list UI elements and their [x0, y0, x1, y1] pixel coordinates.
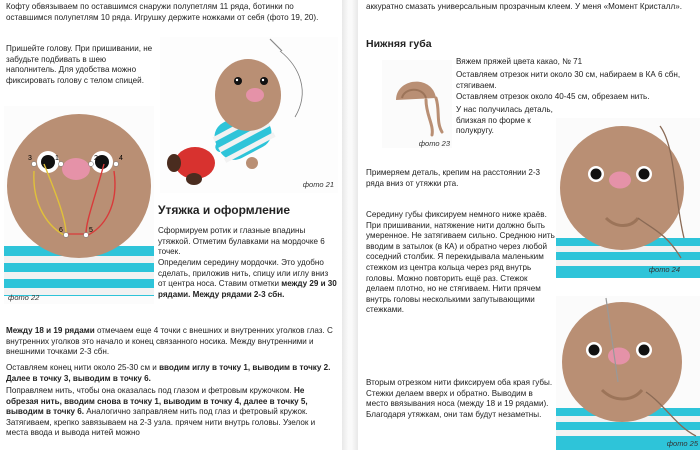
rows18-bold: Между 18 и 19 рядами: [6, 326, 95, 335]
rows18-text: отмечаем еще 4 точки с внешних и внутренних уголков глаз. С внутренних уголков это начало и конец связанного носика. Между внутренними и внешними точками 2-3 сбн.: [6, 326, 333, 357]
fix-text-c: Аналогично заправляем нить под глаз и фетровый кружок. Затягиваем, крепко завязываем на 2-3 узла. прячем нити внутрь головы. Узелок и места ввода и вывода нитей можно: [6, 407, 316, 438]
tighten-p2-bold: между 29 и 30 рядами. Между рядами 2-3 сбн.: [158, 279, 337, 299]
lip-p4: У нас получилась деталь, близкая по форме к полукругу.: [456, 105, 553, 136]
middle-paragraph: Середину губы фиксируем немного ниже краёв. При пришивании, натяжение нити должно быть умеренное. Не затягиваем сильно. Среднюю нить вводим в затылок (в КА) и обратно через любой соседний столбик. Я перекидывала маленьким стежком из центра кольца через ряд внутрь головы. Можно повторить ещё раз. Стежок делаем плотно, но не стягиваем. Нити прячем внутрь головы несколькими запутывающими стежками.: [366, 210, 555, 315]
second-paragraph: Вторым отрезком нити фиксируем оба края губы. Стежки делаем вверх и обратно. Выводим в место ввязывания носа (между 18 и 19 рядами). Благодаря утяжкам, они там будут незаметны.: [366, 378, 553, 419]
photo-24: [556, 118, 700, 278]
caption-21: фото 21: [302, 180, 334, 189]
left-page: [0, 0, 342, 450]
lip-p3: Оставляем отрезок около 40-45 см, обрезаем нить.: [456, 92, 650, 101]
thread-bold: вводим иглу в точку 1, выводим в точку 2. Далее в точку 3, выводим в точку 6.: [6, 363, 331, 383]
photo-25: [556, 296, 700, 450]
right-intro-paragraph: аккуратно смазать универсальным прозрачным клеем. У меня «Момент Кристалл».: [366, 2, 682, 11]
tighten-p1: Сформируем ротик и глазные впадины утяжкой. Отметим булавками на мордочке 6 точек.: [158, 226, 325, 257]
point-label-4: 4: [119, 155, 123, 162]
lip-p2: Оставляем отрезок нити около 30 см, набираем в КА 6 сбн, стягиваем.: [456, 70, 681, 90]
try-on-paragraph: Примеряем деталь, крепим на расстоянии 2-3 ряда вниз от утяжки рта.: [366, 168, 541, 188]
thread-paragraph: [6, 363, 338, 384]
caption-23: фото 23: [418, 139, 450, 148]
heading-lip: Нижняя губа: [366, 38, 432, 50]
fix-text-a: Поправляем нить, чтобы она оказалась под глазом и фетровым кружочком.: [6, 386, 295, 395]
point-label-1: 1: [55, 155, 59, 162]
fix-bold: Не обрезая нить, вводим снова в точку 1, выводим в точку 4, далее в точку 5, выводим в точку 6.: [6, 386, 308, 417]
photo-21: [160, 37, 338, 193]
intro-paragraph: Кофту обвязываем по оставшимся снаружи полупетлям 11 ряда, ботинки по оставшимся полупетлям 10 ряда. Игрушку держите ножками от себя (фото 19, 20).: [6, 2, 319, 22]
caption-25: фото 25: [666, 439, 698, 448]
tighten-p2-text: Определим середину мордочки. Это удобно сделать, приложив нить, спицу или иглу вниз от центра носа. Ставим отметки: [158, 258, 329, 289]
point-label-2: 2: [94, 155, 98, 162]
point-label-5: 5: [89, 227, 93, 234]
point-label-3: 3: [28, 155, 32, 162]
photo-22: [4, 106, 154, 304]
attach-head-paragraph: Пришейте голову. При пришивании, не забудьте подбивать в шею наполнитель. Для удобства можно фиксировать голову с телом спицей.: [6, 44, 153, 85]
caption-24: фото 24: [648, 265, 680, 274]
fix-paragraph: [6, 386, 338, 439]
rows18-paragraph: [6, 326, 338, 358]
page-gutter: [342, 0, 358, 450]
lip-p1: Вяжем пряжей цвета какао, № 71: [456, 57, 583, 66]
point-label-6: 6: [59, 227, 63, 234]
heading-tighten: Утяжка и оформление: [158, 203, 291, 217]
photo-23: [382, 60, 452, 148]
caption-22: фото 22: [8, 293, 40, 302]
thread-text: Оставляем конец нити около 25-30 см и: [6, 363, 160, 372]
tighten-p2: [158, 258, 338, 300]
right-page: [358, 0, 700, 450]
